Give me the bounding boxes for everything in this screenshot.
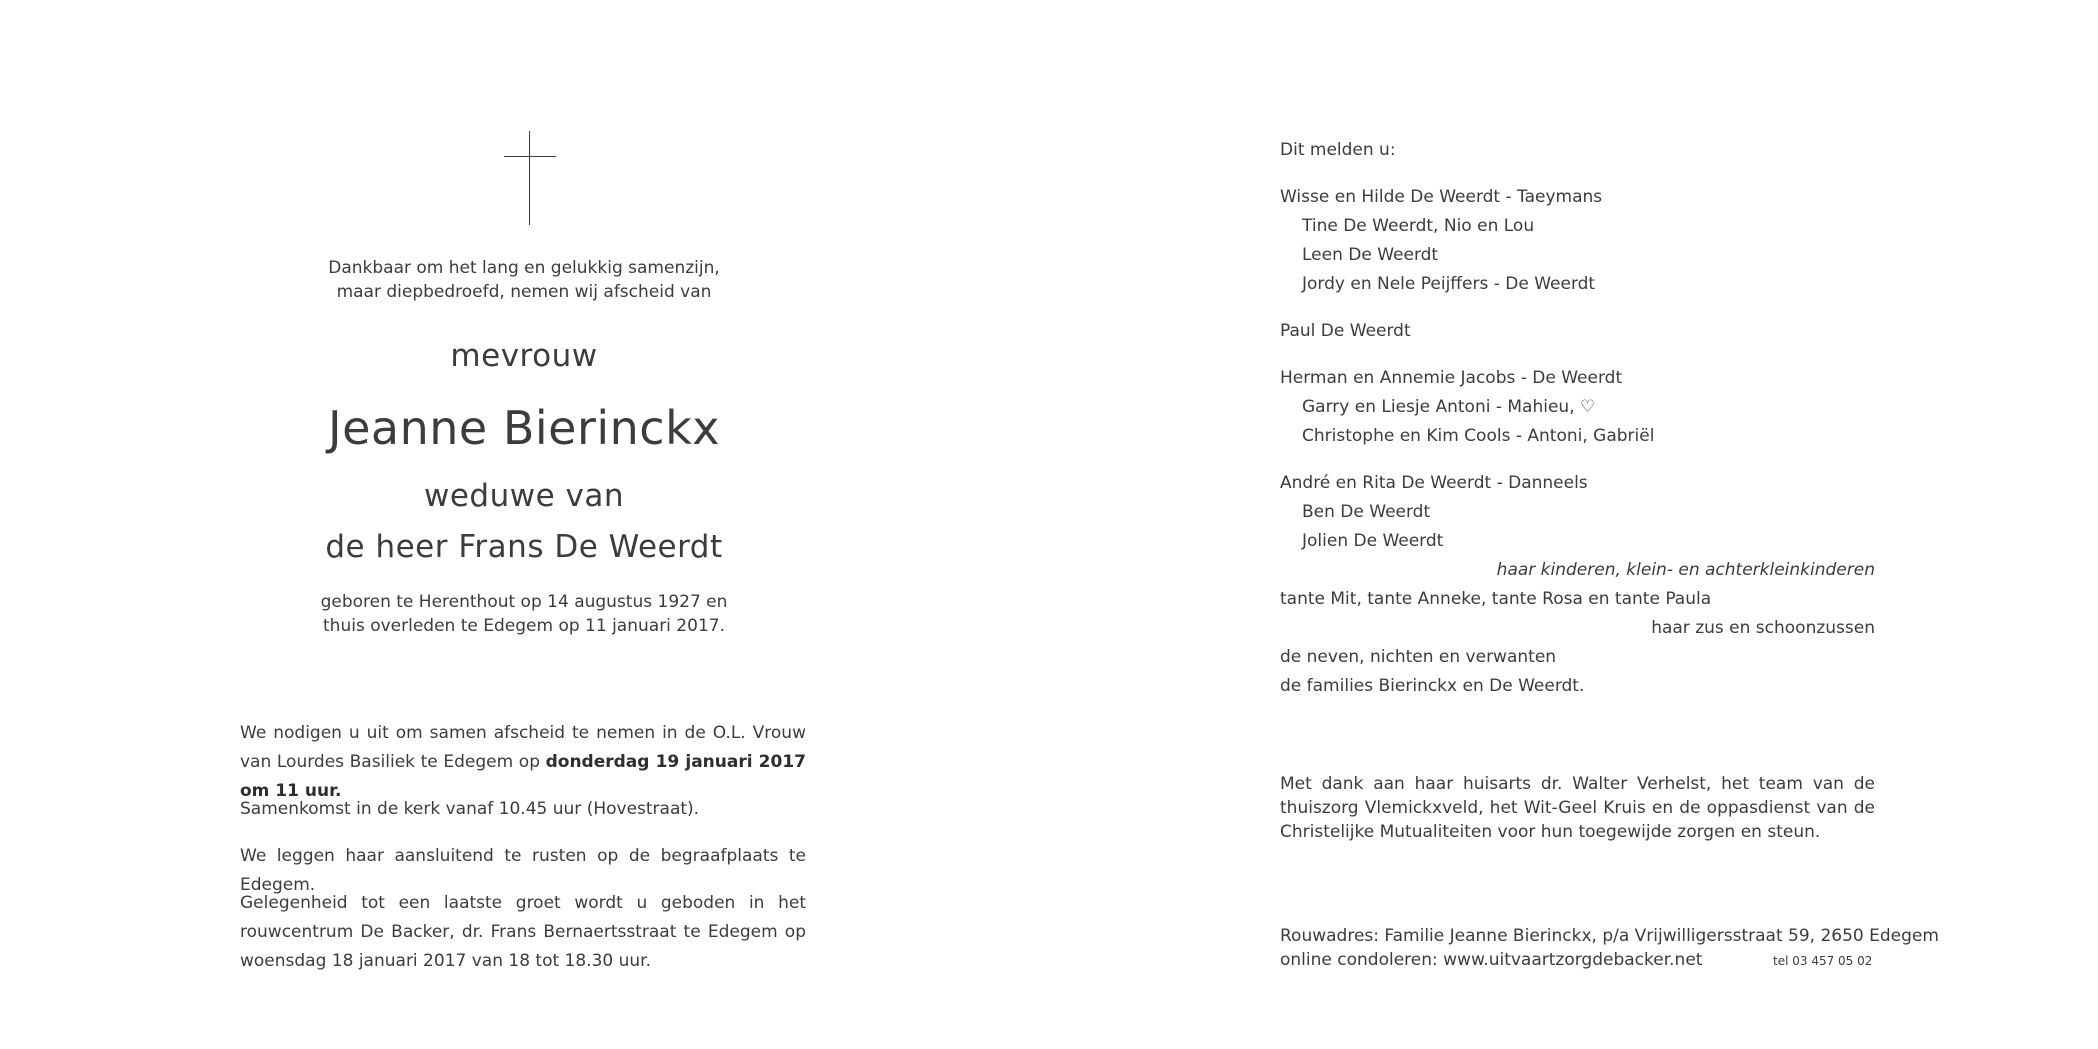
cousins-line: de neven, nichten en verwanten (1280, 647, 1557, 667)
invitation-date: donderdag 19 januari 2017 om 11 uur. (240, 752, 806, 801)
born-line-1: geboren te Herenthout op 14 augustus 1927 en (320, 592, 728, 612)
deceased-name: Jeanne Bierinckx (328, 401, 720, 455)
birth-death-text (240, 590, 808, 638)
farewell-paragraph: Gelegenheid tot een laatste groet wordt u geboden in het rouwcentrum De Backer, dr. Frans Bernaertsstraat te Edegem op woensdag 18 januari 2017 van 18 tot 18.30 uur. (240, 893, 806, 971)
title-mevrouw: mevrouw (450, 338, 598, 374)
family-list (1280, 0, 1875, 720)
mourning-address: Rouwadres: Familie Jeanne Bierinckx, p/a Vrijwilligersstraat 59, 2650 Edegem (1280, 926, 1939, 946)
widow-of-label: weduwe van (423, 478, 625, 514)
announce-line: Dit melden u: (1280, 140, 1396, 160)
husband-name: de heer Frans De Weerdt (325, 529, 723, 565)
family-line: Herman en Annemie Jacobs - De Weerdt (1280, 368, 1623, 388)
invitation-paragraph (240, 719, 806, 806)
cross-icon (504, 131, 556, 225)
gathering-paragraph: Samenkomst in de kerk vanaf 10.45 uur (Hovestraat). (240, 799, 700, 819)
family-line: Paul De Weerdt (1280, 321, 1411, 341)
intro-text (240, 256, 808, 304)
children-label: haar kinderen, klein- en achterkleinkinderen (1496, 560, 1875, 580)
family-line: Christophe en Kim Cools - Antoni, Gabriël (1302, 426, 1655, 446)
family-line: Tine De Weerdt, Nio en Lou (1302, 216, 1535, 236)
online-condolences: online condoleren: www.uitvaartzorgdebacker.net (1280, 950, 1703, 970)
family-line: André en Rita De Weerdt - Danneels (1280, 473, 1588, 493)
burial-paragraph: We leggen haar aansluitend te rusten op de begraafplaats te Edegem. (240, 846, 806, 895)
born-line-2: thuis overleden te Edegem op 11 januari 2017. (323, 616, 725, 636)
family-line: Jordy en Nele Peijffers - De Weerdt (1302, 274, 1596, 294)
sisters-label: haar zus en schoonzussen (1651, 618, 1875, 638)
family-line: Leen De Weerdt (1302, 245, 1439, 265)
family-line: Garry en Liesje Antoni - Mahieu, ♡ (1302, 397, 1596, 417)
family-line: Wisse en Hilde De Weerdt - Taeymans (1280, 187, 1603, 207)
telephone-number: tel 03 457 05 02 (1773, 954, 1873, 968)
thanks-paragraph: Met dank aan haar huisarts dr. Walter Verhelst, het team van de thuiszorg Vlemickxveld, het Wit-Geel Kruis en de oppasdienst van de Christelijke Mutualiteiten voor hun toegewijde zorgen en steun. (1280, 774, 1875, 842)
aunts-line: tante Mit, tante Anneke, tante Rosa en tante Paula (1280, 589, 1712, 609)
intro-line-2: maar diepbedroefd, nemen wij afscheid van (336, 282, 712, 302)
family-line: Jolien De Weerdt (1302, 531, 1444, 551)
family-line: Ben De Weerdt (1302, 502, 1431, 522)
families-line: de families Bierinckx en De Weerdt. (1280, 676, 1585, 696)
invitation-text: We nodigen u uit om samen afscheid te nemen in de O.L. Vrouw van Lourdes Basiliek te Edegem op (240, 723, 806, 772)
intro-line-1: Dankbaar om het lang en gelukkig samenzijn, (328, 258, 720, 278)
